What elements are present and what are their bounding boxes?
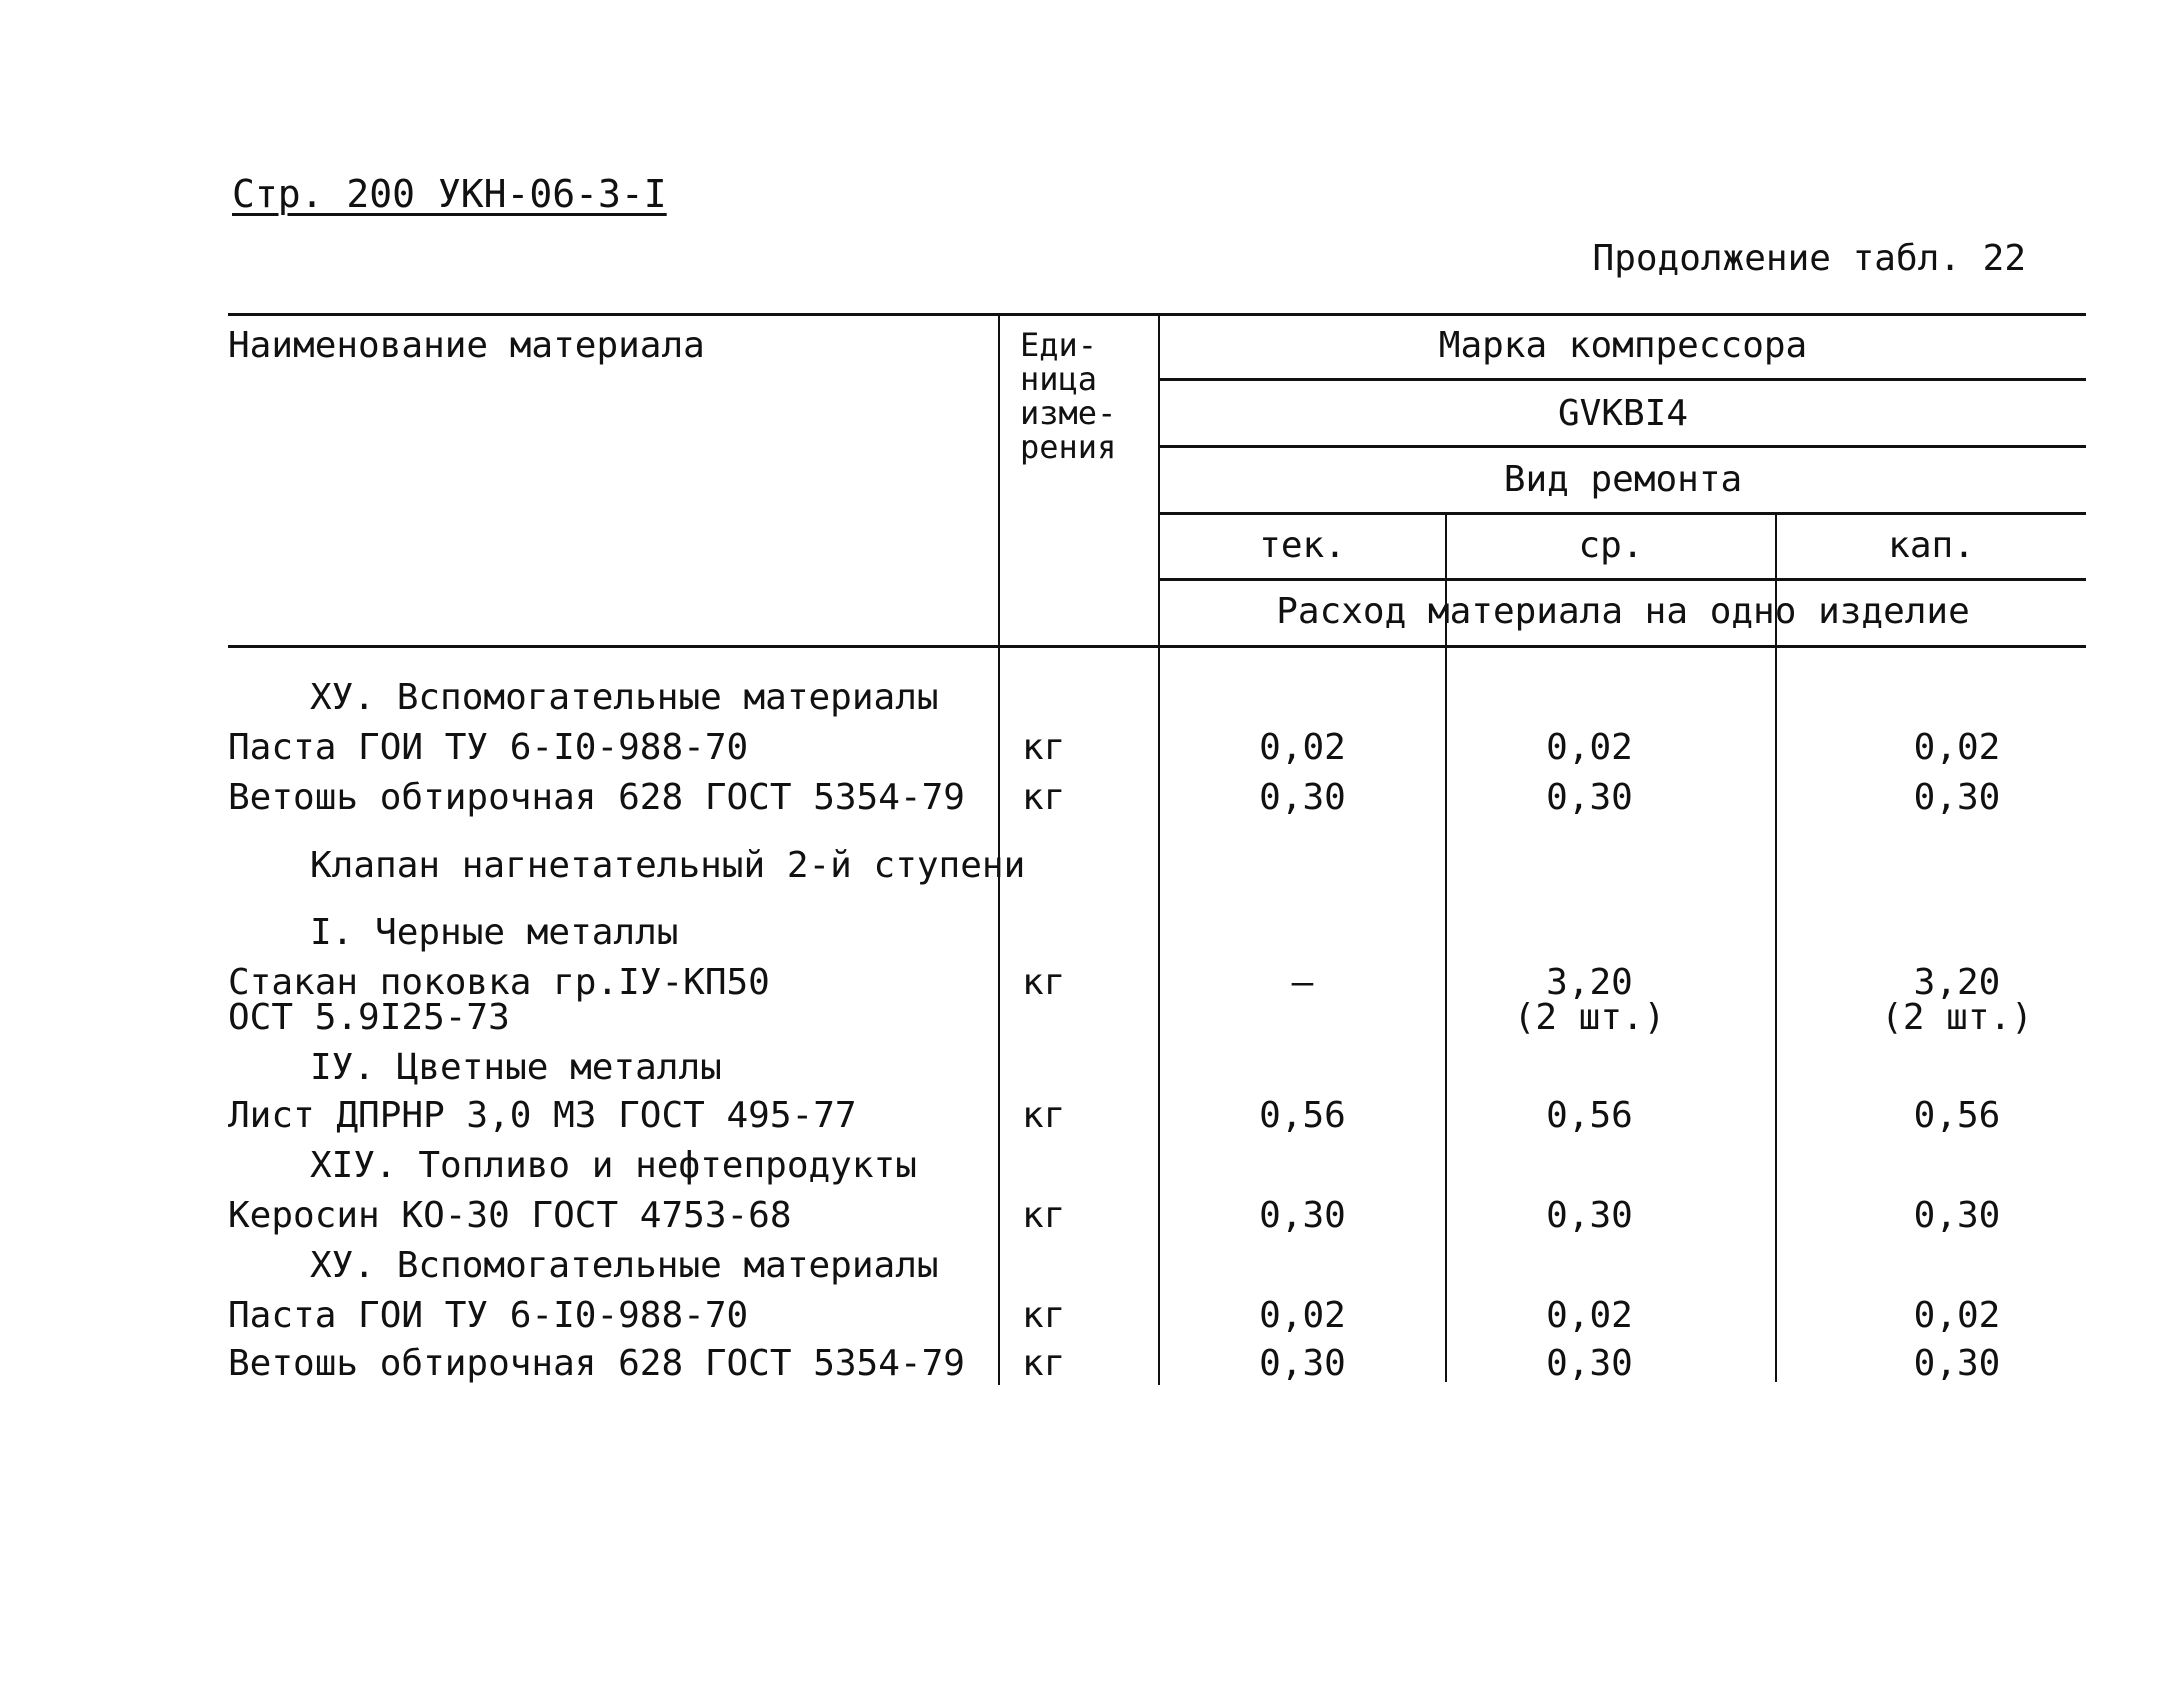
col-tek-header: тек. — [1259, 525, 1346, 566]
sr-value: 0,30 — [1546, 777, 1633, 818]
material-name: Паста ГОИ ТУ 6-I0-988-70 — [228, 727, 749, 768]
unit-cell: кг — [1022, 1095, 1066, 1136]
page-reference: Стр. 200 УКН-06-3-I — [232, 172, 667, 216]
compressor-brand-header: Марка компрессора — [1438, 325, 1808, 366]
model-header: GVKBI4 — [1557, 393, 1689, 434]
kap-value: 0,30 — [1913, 1343, 2001, 1384]
material-name: Керосин КО-30 ГОСТ 4753-68 — [228, 1195, 792, 1236]
material-name: Стакан поковка гр.IУ-КП50 — [228, 962, 770, 1003]
col-kap-header: кап. — [1888, 525, 1975, 566]
brand-rule — [1160, 378, 2086, 381]
tek-sr-divider — [1445, 512, 1447, 1382]
sr-value: 0,30 — [1546, 1343, 1633, 1384]
section-heading: ХУ. Вспомогательные материалы — [310, 677, 939, 718]
tek-value: 0,30 — [1259, 777, 1346, 818]
kap-value: 0,02 — [1913, 1295, 2001, 1336]
kap-value: 3,20 — [1913, 962, 2001, 1003]
material-name-continued: ОСТ 5.9I25-73 — [228, 997, 510, 1038]
tek-value: 0,56 — [1259, 1095, 1346, 1136]
sr-value-note: (2 шт.) — [1513, 997, 1666, 1038]
kap-value: 0,30 — [1913, 777, 2001, 818]
tek-value: 0,02 — [1259, 727, 1346, 768]
section-heading: I. Черные металлы — [310, 912, 679, 953]
consumption-header: Расход материала на одно изделие — [1276, 591, 1970, 632]
section-heading: XIУ. Топливо и нефтепродукты — [310, 1145, 917, 1186]
material-header: Наименование материала — [228, 325, 705, 366]
tek-value: 0,30 — [1259, 1195, 1346, 1236]
repair-type-rule — [1160, 512, 2086, 515]
repair-type-header: Вид ремонта — [1503, 459, 1743, 500]
sr-value: 0,02 — [1546, 727, 1633, 768]
tek-value: 0,30 — [1259, 1343, 1346, 1384]
col-sr-header: ср. — [1578, 525, 1644, 566]
material-name: Лист ДПРНР 3,0 М3 ГОСТ 495-77 — [228, 1095, 857, 1136]
unit-cell: кг — [1022, 1295, 1066, 1336]
kap-value: 0,02 — [1913, 727, 2001, 768]
repair-cols-rule — [1160, 578, 2086, 581]
unit-cell: кг — [1022, 727, 1066, 768]
table-top-rule — [228, 313, 2086, 316]
unit-cell: кг — [1022, 1195, 1066, 1236]
tek-value: – — [1291, 962, 1314, 1003]
model-rule — [1160, 445, 2086, 448]
unit-cell: кг — [1022, 1343, 1066, 1384]
section-heading: IУ. Цветные металлы — [310, 1047, 722, 1088]
unit-cell: кг — [1022, 777, 1066, 818]
sr-value: 0,30 — [1546, 1195, 1633, 1236]
kap-value: 0,30 — [1913, 1195, 2001, 1236]
material-name: Паста ГОИ ТУ 6-I0-988-70 — [228, 1295, 749, 1336]
kap-value: 0,56 — [1913, 1095, 2001, 1136]
material-name: Ветошь обтирочная 628 ГОСТ 5354-79 — [228, 1343, 965, 1384]
sr-kap-divider — [1775, 512, 1777, 1382]
section-heading: Клапан нагнетательный 2-й ступени — [310, 845, 1026, 886]
unit-header: Еди- ница изме- рения — [1020, 326, 1117, 466]
unit-cell: кг — [1022, 962, 1066, 1003]
tek-value: 0,02 — [1259, 1295, 1346, 1336]
sr-value: 0,02 — [1546, 1295, 1633, 1336]
kap-value-note: (2 шт.) — [1881, 997, 2033, 1038]
sr-value: 3,20 — [1546, 962, 1633, 1003]
section-heading: ХУ. Вспомогательные материалы — [310, 1245, 939, 1286]
table-caption: Продолжение табл. 22 — [1592, 238, 2026, 279]
material-name: Ветошь обтирочная 628 ГОСТ 5354-79 — [228, 777, 965, 818]
sr-value: 0,56 — [1546, 1095, 1633, 1136]
header-bottom-rule — [228, 645, 2086, 648]
